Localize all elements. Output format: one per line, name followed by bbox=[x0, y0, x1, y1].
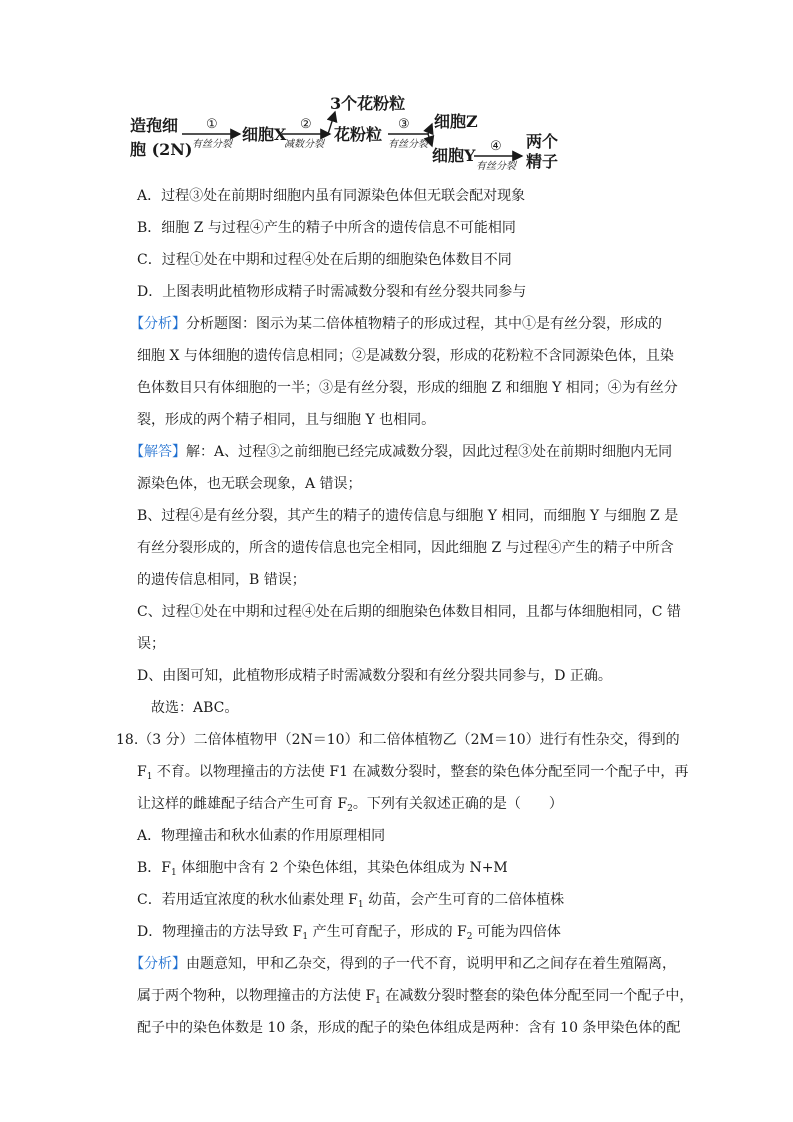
q18-stem-line: 18.（3 分）二倍体植物甲（2N＝10）和二倍体植物乙（2M＝10）进行有性杂交，得到的 bbox=[116, 732, 680, 748]
q17-answer-line: 的遗传信息相同，B 错误； bbox=[137, 572, 306, 588]
q17-analysis-line: 细胞 X 与体细胞的遗传信息相同；②是减数分裂，形成的花粉粒不含同源染色体，且染 bbox=[137, 348, 674, 364]
pollen-label: 花粉粒 bbox=[334, 125, 383, 144]
q17-choice: 故选：ABC。 bbox=[151, 700, 239, 716]
q17-option-c: C．过程①处在中期和过程④处在后期的细胞染色体数目不同 bbox=[137, 252, 512, 268]
three-pollen-label: 3个花粉粒 bbox=[330, 94, 406, 113]
q17-answer-line: C、过程①处在中期和过程④处在后期的细胞染色体数目相同，且都与体细胞相同，C 错 bbox=[137, 604, 681, 620]
q18-option-b: B．$F_1$ 体细胞中含有 2 个染色体组，其染色体组成为 N+M bbox=[137, 860, 508, 878]
step4-label: 有丝分裂 bbox=[476, 161, 516, 172]
q18-option-a: A．物理撞击和秋水仙素的作用原理相同 bbox=[137, 828, 386, 844]
q17-option-a: A．过程③处在前期时细胞内虽有同源染色体但无联会配对现象 bbox=[137, 188, 526, 204]
q17-answer-line: B、过程④是有丝分裂，其产生的精子的遗传信息与细胞 Y 相同，而细胞 Y 与细胞 Z 是 bbox=[137, 508, 679, 524]
q17-option-b: B．细胞 Z 与过程④产生的精子中所含的遗传信息不可能相同 bbox=[137, 220, 516, 236]
step3-number: ③ bbox=[398, 117, 410, 132]
q17-answer-line: D、由图可知，此植物形成精子时需减数分裂和有丝分裂共同参与，D 正确。 bbox=[137, 668, 612, 684]
q18-stem-line: 让这样的雌雄配子结合产生可育 $F_2$。下列有关叙述正确的是（ ） bbox=[137, 796, 563, 814]
step1-label: 有丝分裂 bbox=[192, 139, 232, 150]
answer-tag: 【解答】 bbox=[130, 444, 186, 460]
q17-analysis-line: 裂，形成的两个精子相同，且与细胞 Y 也相同。 bbox=[137, 412, 436, 428]
q18-option-d: D．物理撞击的方法导致 $F_1$ 产生可育配子，形成的 $F_2$ 可能为四倍体 bbox=[137, 924, 561, 942]
q17-analysis-line: 【分析】分析题图：图示为某二倍体植物精子的形成过程，其中①是有丝分裂，形成的 bbox=[130, 316, 662, 332]
q18-analysis-line: 【分析】由题意知，甲和乙杂交，得到的子一代不育，说明甲和乙之间存在着生殖隔离， bbox=[130, 956, 676, 972]
step4-number: ④ bbox=[490, 139, 502, 154]
step2-number: ② bbox=[300, 117, 312, 132]
sperm-label: 两个 bbox=[526, 132, 559, 151]
q17-analysis-line: 色体数目只有体细胞的一半；③是有丝分裂，形成的细胞 Z 和细胞 Y 相同；④为有丝分 bbox=[137, 380, 678, 396]
step3-label: 有丝分裂 bbox=[388, 139, 428, 150]
cell-z-label: 细胞Z bbox=[434, 112, 478, 131]
q17-answer-line: 【解答】解：A、过程③之前细胞已经完成减数分裂，因此过程③处在前期时细胞内无同 bbox=[130, 444, 673, 460]
question-number: 18. bbox=[116, 732, 139, 748]
q17-answer-line: 误； bbox=[137, 636, 165, 652]
cell-y-label: 细胞Y bbox=[432, 146, 476, 165]
q18-stem-line: $F_1$ 不育。以物理撞击的方法使 F1 在减数分裂时，整套的染色体分配至同一个配子中，再 bbox=[137, 764, 689, 782]
sperm-formation-diagram bbox=[130, 94, 570, 180]
sperm-label-2: 精子 bbox=[526, 152, 559, 171]
q18-option-c: C．若用适宜浓度的秋水仙素处理 $F_1$ 幼苗，会产生可育的二倍体植株 bbox=[137, 892, 565, 910]
step2-label: 减数分裂 bbox=[284, 139, 324, 150]
analysis-tag: 【分析】 bbox=[130, 316, 186, 332]
start-cell-label-2: 胞 (2N) bbox=[130, 140, 193, 159]
q17-answer-line: 源染色体，也无联会现象，A 错误； bbox=[137, 476, 362, 492]
step1-number: ① bbox=[206, 117, 218, 132]
q18-analysis-line: 属于两个物种，以物理撞击的方法使 $F_1$ 在减数分裂时整套的染色体分配至同一个配子中， bbox=[137, 988, 694, 1006]
start-cell-label: 造孢细 bbox=[130, 116, 179, 135]
cell-x-label: 细胞X bbox=[242, 125, 287, 144]
q17-option-d: D．上图表明此植物形成精子时需减数分裂和有丝分裂共同参与 bbox=[137, 284, 527, 300]
q18-analysis-line: 配子中的染色体数是 10 条，形成的配子的染色体组成是两种：含有 10 条甲染色体的配 bbox=[137, 1020, 681, 1036]
q17-answer-line: 有丝分裂形成的，所含的遗传信息也完全相同，因此细胞 Z 与过程④产生的精子中所含 bbox=[137, 540, 674, 556]
analysis-tag: 【分析】 bbox=[130, 956, 186, 972]
